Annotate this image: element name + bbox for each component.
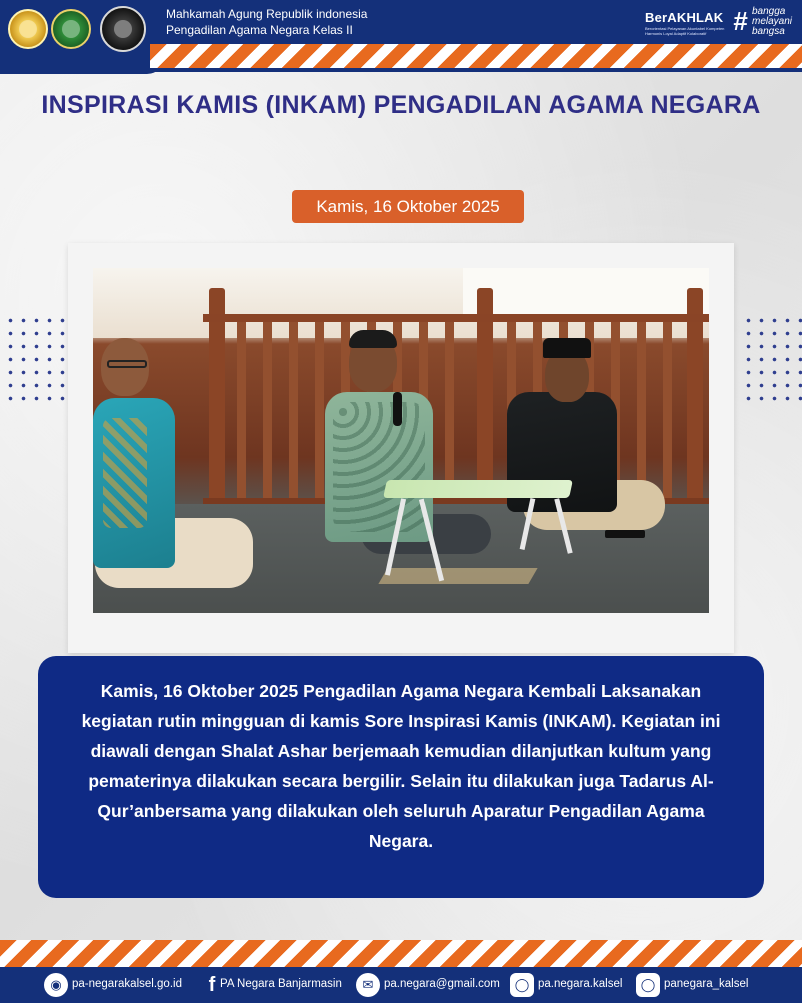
date-badge: Kamis, 16 Oktober 2025	[292, 190, 524, 223]
instagram-icon: ◯	[636, 973, 660, 997]
satker-badge-icon	[100, 6, 146, 52]
header-hazard-stripe	[150, 44, 802, 72]
railing-top	[203, 314, 709, 322]
railing-baluster	[637, 322, 646, 500]
description-box	[38, 656, 764, 898]
instagram-label-1: pa.negara.kalsel	[538, 978, 623, 990]
phone-on-floor	[605, 530, 645, 538]
event-photo	[93, 268, 709, 613]
brand-hash-icon: #	[733, 6, 748, 36]
footer-hazard-stripe	[0, 940, 802, 967]
folding-table	[383, 480, 573, 498]
photo-window	[463, 268, 709, 314]
photo-light-spot	[378, 568, 537, 584]
facebook-label: PA Negara Banjarmasin	[220, 978, 342, 990]
brand-word: BerAKHLAK	[645, 10, 724, 25]
instagram-label-2: panegara_kalsel	[664, 978, 749, 990]
email-icon: ✉	[356, 973, 380, 997]
brand-tagline: bangga melayani bangsa	[752, 6, 793, 37]
microphone-icon	[393, 392, 402, 426]
email-label: pa.negara@gmail.com	[384, 978, 500, 990]
pengadilan-agama-emblem-icon	[51, 9, 91, 49]
description-text: Kamis, 16 Oktober 2025 Pengadilan Agama Negara Kembali Laksanakan kegiatan rutin mingguan di kamis Sore Inspirasi Kamis (INKAM). Kegiatan ini diawali dengan Shalat Ashar berjemaah kemudian dilanjutkan kultum yang pematerinya dilakukan secara bergilir. Selain itu dilakukan juga Tadarus Al-Qur’anbersama yang dilakukan oleh seluruh Aparatur Pengadilan Agama Negara.	[81, 681, 721, 851]
footer	[0, 967, 802, 1003]
mahkamah-agung-seal-icon	[8, 9, 48, 49]
railing-baluster	[663, 322, 672, 500]
website-label: pa-negarakalsel.go.id	[72, 978, 182, 990]
brand-subtext: Berorientasi Pelayanan Akuntabel Kompeten Harmonis Loyal Adaptif Kolaboratif	[645, 26, 725, 36]
railing-baluster	[315, 322, 324, 500]
decorative-dots-right	[742, 314, 802, 406]
berakhlak-brand	[645, 6, 795, 40]
org-name: Mahkamah Agung Republik indonesia	[166, 7, 368, 21]
railing-baluster	[237, 322, 246, 500]
header	[0, 0, 802, 74]
instagram-icon: ◯	[510, 973, 534, 997]
facebook-icon: f	[208, 974, 216, 996]
railing-baluster	[289, 322, 298, 500]
page-title: INSPIRASI KAMIS (INKAM) PENGADILAN AGAMA NEGARA	[41, 91, 761, 119]
court-name: Pengadilan Agama Negara Kelas II	[166, 23, 353, 37]
globe-icon: ◉	[44, 973, 68, 997]
railing-baluster	[445, 322, 454, 500]
railing-baluster	[263, 322, 272, 500]
decorative-dots-left	[4, 314, 66, 406]
